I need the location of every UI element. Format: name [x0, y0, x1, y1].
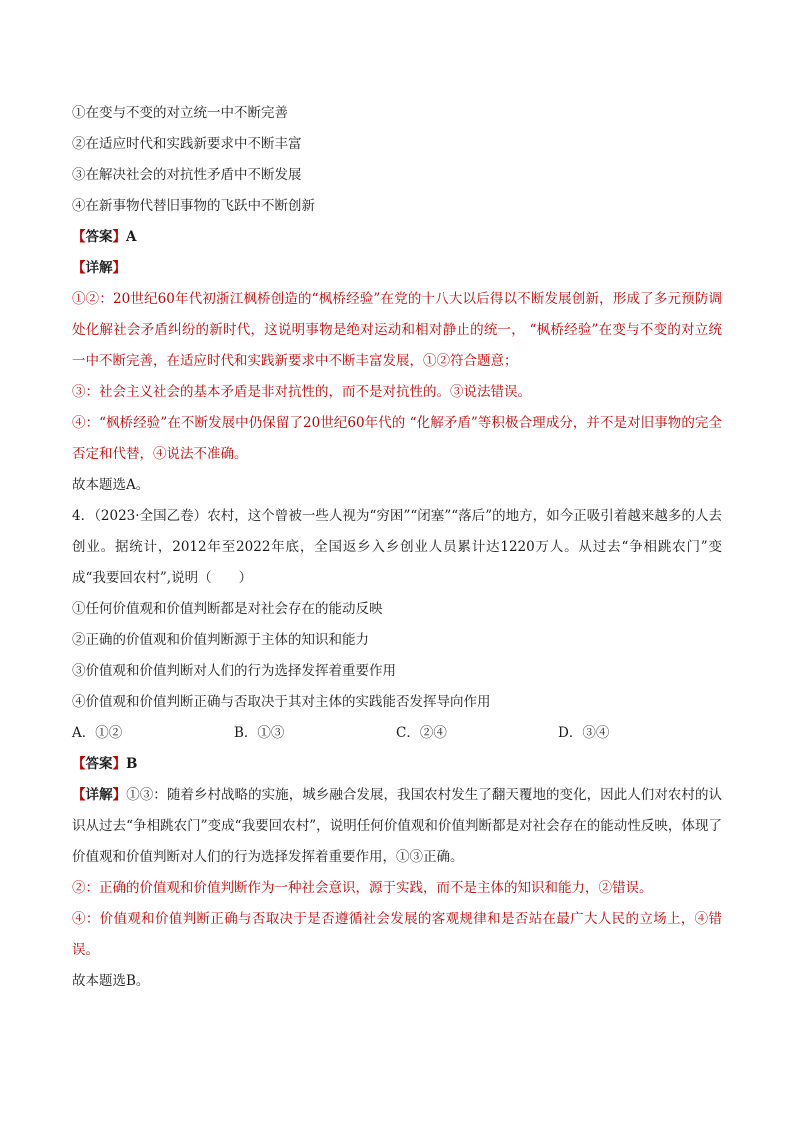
option-3: ③在解决社会的对抗性矛盾中不断发展: [72, 167, 302, 183]
q4-option-2: ②正确的价值观和价值判断源于主体的知识和能力: [72, 632, 369, 648]
answer-line: 【答案】A: [72, 229, 137, 245]
q4-answer-value: B: [126, 756, 138, 772]
q4-option-1: ①任何价值观和价值判断都是对社会存在的能动反映: [72, 601, 383, 617]
detail-label: 详解: [85, 260, 113, 276]
choice-a: A．①②: [72, 725, 123, 741]
document-content: [72, 98, 722, 997]
answer-choices: [72, 718, 722, 749]
option-4: ④在新事物代替旧事物的飞跃中不断创新: [72, 198, 315, 214]
choice-d: D．③④: [558, 725, 610, 741]
q4-explanation-2: ②：正确的价值观和价值判断作为一种社会意识，源于实践，而不是主体的知识和能力，②错误。: [72, 880, 653, 896]
explanation-12: ①②：20世纪60年代初浙江枫桥创造的“枫桥经验”在党的十八大以后得以不断发展创新，形成了多元预防调处化解社会矛盾纠纷的新时代，这说明事物是绝对运动和相对静止的统一， “枫桥经验”在变与不变的对立统一中不断完善，在适应时代和实践新要求中不断丰富发展，①②符合题意；: [72, 291, 722, 369]
q4-conclusion: 故本题选B。: [72, 973, 150, 989]
choice-b: B．①③: [234, 725, 285, 741]
q4-detail-first: 【详解】①③：随着乡村战略的实施，城乡融合发展，我国农村发生了翻天覆地的变化，因此人们对农村的认识从过去“争相跳农门”变成“我要回农村”，说明任何价值观和价值判断都是对社会存在的能动性反映，体现了价值观和价值判断对人们的行为选择发挥着重要作用，①③正确。: [72, 787, 723, 865]
q4-answer-label: 答案: [85, 756, 113, 772]
q4-detail-label: 详解: [85, 787, 113, 803]
q4-answer-line: 【答案】B: [72, 756, 138, 772]
option-2: ②在适应时代和实践新要求中不断丰富: [72, 136, 302, 152]
answer-label: 答案: [85, 229, 113, 245]
choice-c: C．②④: [396, 725, 447, 741]
option-1: ①在变与不变的对立统一中不断完善: [72, 105, 288, 121]
q4-option-3: ③价值观和价值判断对人们的行为选择发挥着重要作用: [72, 663, 396, 679]
explanation-4: ④：“枫桥经验”在不断发展中仍保留了20世纪60年代的 “化解矛盾”等积极合理成分，并不是对旧事物的完全否定和代替，④说法不准确。: [72, 415, 722, 462]
answer-value: A: [126, 229, 137, 245]
q4-detail-text: ①③：随着乡村战略的实施，城乡融合发展，我国农村发生了翻天覆地的变化，因此人们对农村的认识从过去“争相跳农门”变成“我要回农村”，说明任何价值观和价值判断都是对社会存在的能动性反映，体现了价值观和价值判断对人们的行为选择发挥着重要作用，①③正确。: [72, 787, 723, 865]
detail-heading: 【详解】: [72, 260, 126, 276]
explanation-3: ③：社会主义社会的基本矛盾是非对抗性的，而不是对抗性的。③说法错误。: [72, 384, 531, 400]
question-stem: 4．（2023·全国乙卷）农村，这个曾被一些人视为“穷困”“闭塞”“落后”的地方，如今正吸引着越来越多的人去创业。据统计，2012年至2022年底，全国返乡入乡创业人员累计达1220万人。从过去“争相跳农门”变成“我要回农村”,说明（ ）: [72, 508, 722, 586]
q4-explanation-4: ④：价值观和价值判断正确与否取决于是否遵循社会发展的客观规律和是否站在最广大人民的立场上，④错误。: [72, 911, 722, 958]
q4-option-4: ④价值观和价值判断正确与否取决于其对主体的实践能否发挥导向作用: [72, 694, 491, 710]
conclusion: 故本题选A。: [72, 477, 150, 493]
